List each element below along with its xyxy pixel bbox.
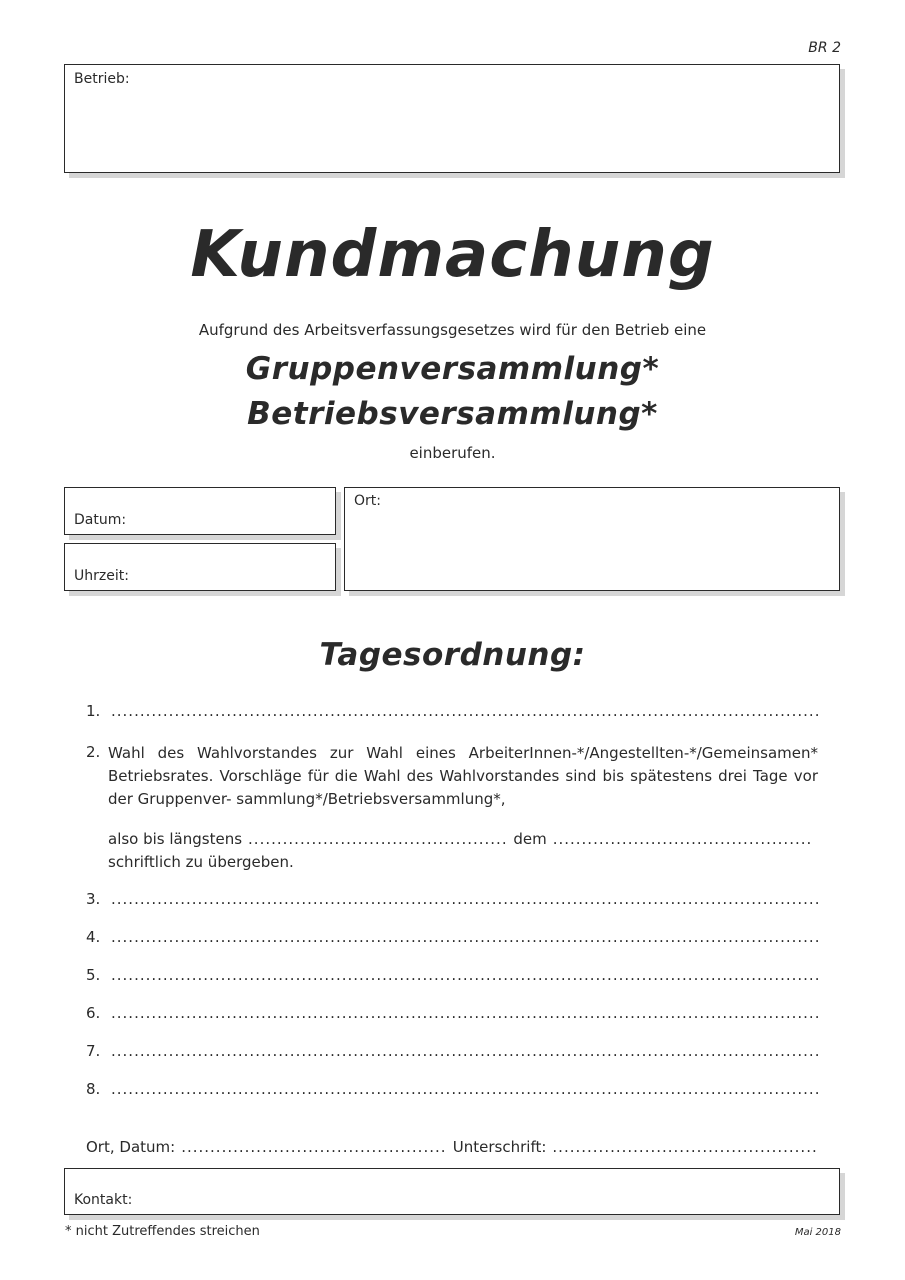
dotted-line xyxy=(111,702,818,724)
date-stamp: Mai 2018 xyxy=(794,1227,841,1238)
agenda-item-8[interactable] xyxy=(86,1080,818,1102)
deadline-recipient-field[interactable] xyxy=(553,830,812,848)
uhrzeit-field[interactable] xyxy=(64,543,336,591)
ort-label: Ort: xyxy=(354,493,381,509)
agenda-number: 8. xyxy=(86,1080,101,1098)
deadline-prefix: also bis längstens xyxy=(108,830,243,848)
agenda-number: 1. xyxy=(86,702,101,720)
unterschrift-label: Unterschrift: xyxy=(452,1138,547,1156)
ort-field[interactable] xyxy=(344,487,840,591)
option-betriebsversammlung: Betriebsversammlung* xyxy=(247,396,658,432)
convene-text: einberufen. xyxy=(409,444,496,462)
agenda-number: 3. xyxy=(86,890,101,908)
datum-label: Datum: xyxy=(74,512,127,528)
footnote: * nicht Zutreffendes streichen xyxy=(65,1224,260,1239)
uhrzeit-label: Uhrzeit: xyxy=(74,568,129,584)
dotted-line xyxy=(111,890,818,912)
intro-text: Aufgrund des Arbeitsverfassungsgesetzes wird für den Betrieb eine xyxy=(198,321,707,339)
dotted-line xyxy=(111,928,818,950)
dotted-line xyxy=(111,1004,818,1026)
deadline-date-field[interactable] xyxy=(248,830,507,848)
deadline-row xyxy=(108,830,818,848)
agenda-number: 6. xyxy=(86,1004,101,1022)
deadline-suffix: schriftlich zu übergeben. xyxy=(108,853,294,871)
document-code: BR 2 xyxy=(808,40,841,56)
ort-datum-label: Ort, Datum: xyxy=(86,1138,176,1156)
unterschrift-field[interactable] xyxy=(552,1138,818,1156)
dotted-line xyxy=(111,966,818,988)
agenda-item-2-text: Wahl des Wahlvorstandes zur Wahl eines ArbeiterInnen-*/Angestellten-*/Gemeinsamen* Betriebsrates. Vorschläge für die Wahl des Wahlvorstandes sind bis spätestens drei Tage vor der Gruppenver- sammlung*/Betriebsversammlung*, xyxy=(108,744,818,808)
agenda-item-5[interactable] xyxy=(86,966,818,988)
agenda-number: 2. xyxy=(86,743,101,761)
kontakt-label: Kontakt: xyxy=(74,1192,133,1208)
betrieb-field[interactable] xyxy=(64,64,840,173)
agenda-title: Tagesordnung: xyxy=(319,637,586,673)
agenda-number: 5. xyxy=(86,966,101,984)
agenda-item-7[interactable] xyxy=(86,1042,818,1064)
agenda-item-4[interactable] xyxy=(86,928,818,950)
deadline-mid: dem xyxy=(513,830,547,848)
agenda-item-6[interactable] xyxy=(86,1004,818,1026)
dotted-line xyxy=(111,1080,818,1102)
agenda-item-3[interactable] xyxy=(86,890,818,912)
signature-row xyxy=(86,1138,818,1156)
kontakt-field[interactable] xyxy=(64,1168,840,1215)
option-gruppenversammlung: Gruppenversammlung* xyxy=(245,351,660,387)
agenda-item-1[interactable] xyxy=(86,702,818,724)
agenda-number: 4. xyxy=(86,928,101,946)
agenda-item-2-number xyxy=(86,743,108,765)
dotted-line xyxy=(111,1042,818,1064)
betrieb-label: Betrieb: xyxy=(74,71,130,87)
datum-field[interactable] xyxy=(64,487,336,535)
agenda-number: 7. xyxy=(86,1042,101,1060)
document-title: Kundmachung xyxy=(190,218,715,292)
ort-datum-field[interactable] xyxy=(181,1138,447,1156)
